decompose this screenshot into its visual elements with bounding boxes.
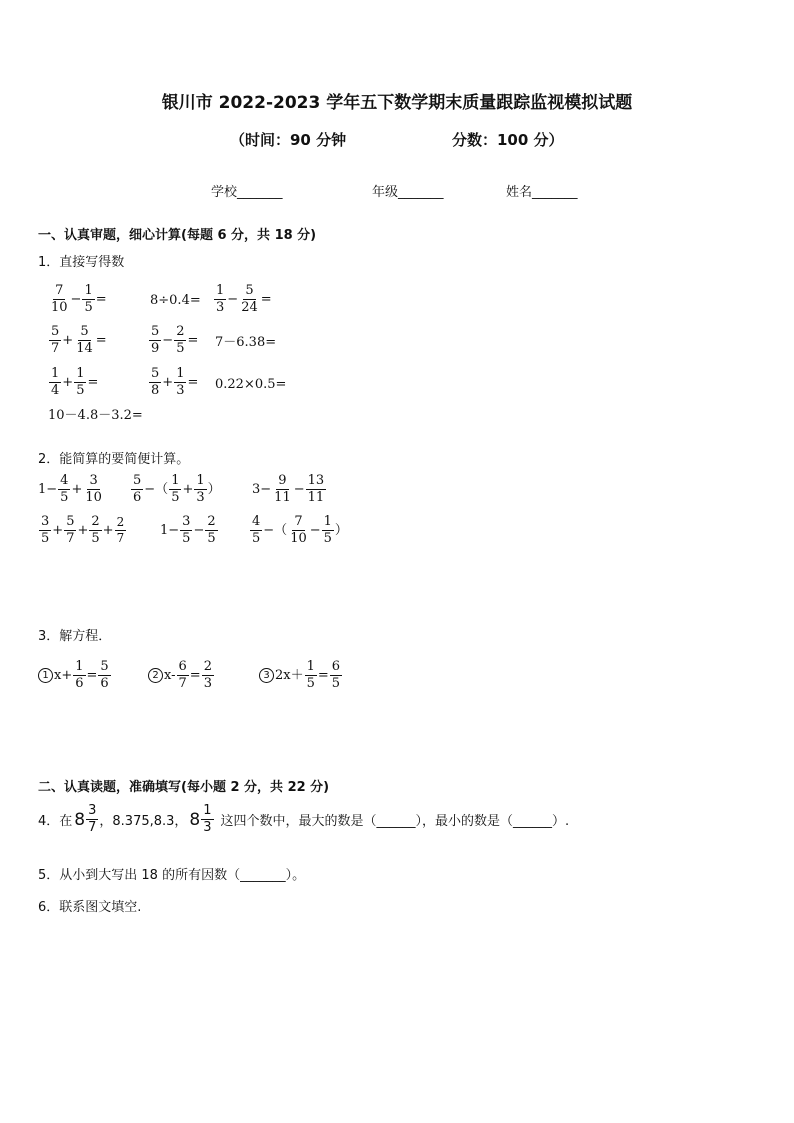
school-field[interactable]: 学校_______	[211, 185, 283, 200]
q1-item-g: $\frac{1}{4}$ + $\frac{1}{5}$ =	[51, 366, 99, 399]
q2-expr-1: 1− $\frac{4}{5}$ + $\frac{3}{10}$	[38, 473, 102, 506]
q2-expr-3: 3− $\frac{9}{11}$ − $\frac{13}{11}$	[252, 473, 325, 506]
q2-label: 2．能简算的要简便计算。	[38, 452, 190, 467]
q1-item-f: 7－6.38=	[215, 335, 277, 350]
grade-field[interactable]: 年级_______	[372, 185, 444, 200]
section2-heading: 二、认真读题，准确填写(每小题 2 分，共 22 分)	[38, 780, 330, 795]
q2-expr-2: $\frac{5}{6}$ −（ $\frac{1}{5}$ + $\frac{1}{3}$ ）	[133, 473, 221, 506]
q1-label: 1．直接写得数	[38, 255, 125, 270]
q3-label: 3．解方程．	[38, 629, 112, 644]
q2-expr-4: $\frac{3}{5}$ + $\frac{5}{7}$ + $\frac{2}{5}$ + $\frac{2}{7}$	[41, 514, 125, 547]
q1-item-b: 8÷0.4=	[150, 293, 201, 308]
q1-item-h: $\frac{5}{8}$ + $\frac{1}{3}$ =	[151, 366, 199, 399]
q1-item-j: 10－4.8－3.2=	[48, 408, 143, 423]
q1-item-c: $\frac{1}{3}$ − $\frac{5}{24}$ =	[216, 283, 272, 316]
circled-number-icon: 2	[148, 668, 163, 683]
section1-heading: 一、认真审题，细心计算(每题 6 分，共 18 分)	[38, 228, 317, 243]
q3-equation-3: 3 2x＋ $\frac{1}{5}$ = $\frac{6}{5}$	[259, 660, 343, 692]
page-title: 银川市 2022-2023 学年五下数学期末质量跟踪监视模拟试题	[161, 93, 633, 113]
q1-item-a: $\frac{7}{10}$ − $\frac{1}{5}$ =	[51, 283, 107, 316]
q3-equation-1: 1 x+ $\frac{1}{6}$ = $\frac{5}{6}$	[38, 660, 112, 692]
name-field[interactable]: 姓名_______	[506, 185, 578, 200]
q5: 5．从小到大写出 18 的所有因数（_______）。	[38, 868, 306, 883]
q6: 6．联系图文填空.	[38, 900, 142, 915]
q2-expr-6: $\frac{4}{5}$ −（ $\frac{7}{10}$ − $\frac{1}{5}$ ）	[252, 514, 348, 547]
circled-number-icon: 3	[259, 668, 274, 683]
q1-item-e: $\frac{5}{9}$ − $\frac{2}{5}$ =	[151, 324, 199, 357]
q3-equation-2: 2 x- $\frac{6}{7}$ = $\frac{2}{3}$	[148, 660, 215, 692]
q1-item-d: $\frac{5}{7}$ + $\frac{5}{14}$ =	[51, 324, 107, 357]
exam-time: （时间：90 分钟	[230, 131, 347, 149]
q1-item-i: 0.22×0.5=	[215, 377, 287, 392]
circled-number-icon: 1	[38, 668, 53, 683]
q4: 4．在 8 $\frac{3}{7}$ ，8.375,8.3， 8 $\frac{1}{3}$ 这四个数中，最大的数是（______），最小的数是（______）.	[38, 803, 570, 836]
exam-score: 分数：100 分）	[452, 131, 564, 149]
q2-expr-5: 1− $\frac{3}{5}$ − $\frac{2}{5}$	[160, 514, 216, 547]
